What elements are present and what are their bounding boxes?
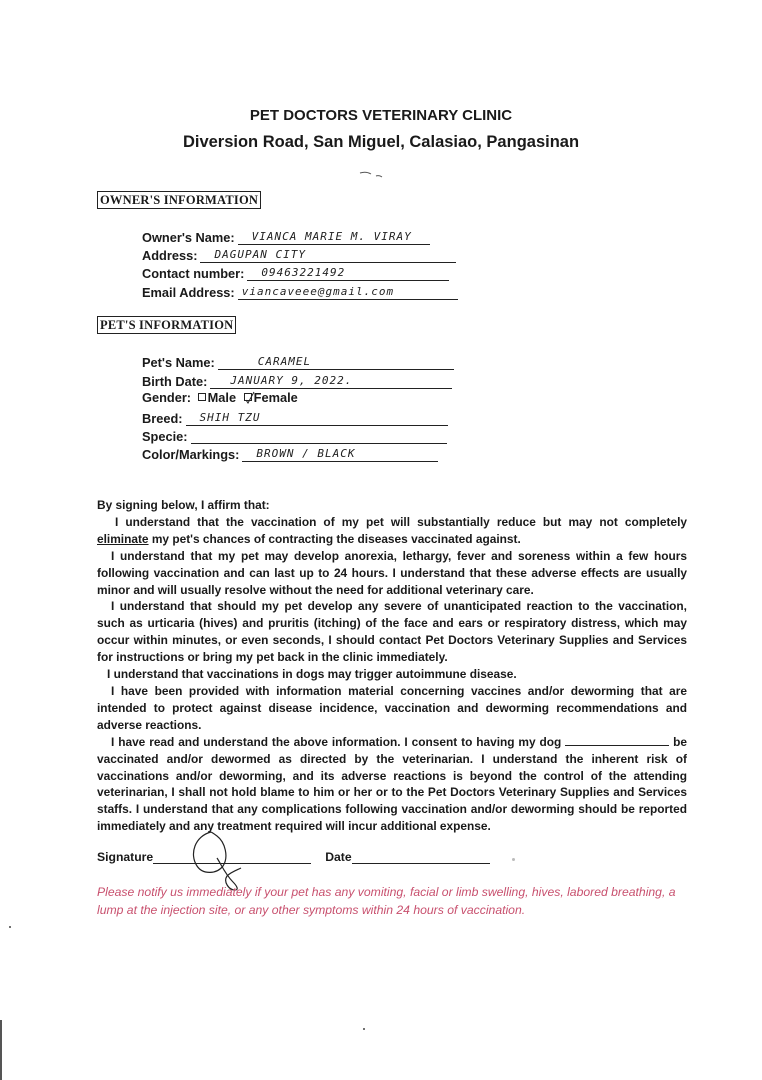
date-line[interactable] <box>352 851 490 864</box>
owner-address-label: Address: <box>142 248 198 263</box>
consent-p6-text: I have read and understand the above information. I consent to having my dog <box>111 734 562 749</box>
notice-text: Please notify us immediately if your pet has any vomiting, facial or limb swelling, hives, labored breathing, a lump at the injection site, or any other symptoms within 24 hours of vaccination. <box>97 885 676 917</box>
clinic-name: PET DOCTORS VETERINARY CLINIC <box>249 107 513 124</box>
pet-gender-label: Gender: <box>142 390 192 405</box>
scan-speck <box>363 1028 365 1030</box>
consent-paragraph-6 <box>97 734 687 835</box>
clinic-address: Diversion Road, San Miguel, Calasiao, Pangasinan <box>182 133 580 151</box>
owner-address-value: DAGUPAN CITY <box>214 248 306 261</box>
dog-name-blank[interactable] <box>565 735 669 746</box>
pet-breed-label: Breed: <box>142 411 183 426</box>
consent-paragraph-1 <box>97 514 687 548</box>
gender-male-checkbox[interactable] <box>198 393 206 401</box>
pet-birth-label: Birth Date: <box>142 374 208 389</box>
pet-color-field[interactable] <box>142 444 438 462</box>
consent-p1-underlined: eliminate <box>97 531 149 546</box>
consent-paragraph-5: I have been provided with information material concerning vaccines and/or deworming that are intended to protect against disease incidence, vaccination and deworming recommendations and adverse reactions. <box>97 683 687 732</box>
owner-contact-label: Contact number: <box>142 266 245 281</box>
signature-row <box>97 850 490 864</box>
consent-p6-text-end: be vaccinated and/or dewormed as directed by the veterinarian. I understand the inherent risk of vaccinations and/or deworming, and its adverse reactions is beyond the control of the attending veterinarian, I shall not hold blame to him or her or to the Pet Doctors Veterinary Supplies and Services staffs. I understand that any complications following vaccination and/or deworming should be reported immediately and any treatment required will incur additional expense. <box>97 734 687 834</box>
checkmark-icon <box>245 391 255 405</box>
consent-paragraph-3: I understand that should my pet develop any severe of unanticipated reaction to the vaccination, such as urticaria (hives) and pruritis (itching) of the face and ears or respiratory distress, which may occur within minutes, or even seconds, I should contact Pet Doctors Veterinary Supplies and Services for instructions or bring my pet back in the clinic immediately. <box>97 599 687 665</box>
gender-female-label: Female <box>253 390 298 405</box>
pet-name-field[interactable] <box>142 352 454 370</box>
pet-breed-value: SHIH TZU <box>199 411 261 424</box>
pet-color-value: BROWN / BLACK <box>256 447 356 460</box>
scan-speck <box>9 926 11 928</box>
consent-p1-text-end: my pet's chances of contracting the diseases vaccinated against. <box>148 531 521 546</box>
pen-squiggle-icon <box>358 168 388 180</box>
owner-name-label: Owner's Name: <box>142 230 235 245</box>
signature-label: Signature <box>97 850 154 864</box>
pet-color-label: Color/Markings: <box>142 447 240 462</box>
owner-email-field[interactable] <box>142 282 458 300</box>
consent-paragraph-4: I understand that vaccinations in dogs may trigger autoimmune disease. <box>107 667 517 682</box>
scan-speck <box>512 858 515 861</box>
consent-p1-text: I understand that the vaccination of my pet will substantially reduce but may not completely <box>115 514 687 529</box>
owner-email-value: viancaveee@gmail.com <box>241 285 395 298</box>
pet-breed-field[interactable] <box>142 408 448 426</box>
date-label: Date <box>325 850 352 864</box>
gender-male-label: Male <box>207 390 237 405</box>
consent-intro: By signing below, I affirm that: <box>97 498 270 512</box>
consent-paragraph-2: I understand that my pet may develop anorexia, lethargy, fever and soreness within a few hours following vaccination and can last up to 24 hours. I understand that these adverse effects are usually minor and will usually resolve without the need for additional veterinary care. <box>97 548 687 597</box>
pet-birth-field[interactable] <box>142 371 452 389</box>
scan-speck <box>0 1020 2 1080</box>
owner-name-field[interactable] <box>142 227 430 245</box>
owner-address-field[interactable] <box>142 245 456 263</box>
owner-name-value: VIANCA MARIE M. VIRAY <box>251 230 412 243</box>
owner-section-title: OWNER'S INFORMATION <box>97 191 261 209</box>
pet-section-title: PET'S INFORMATION <box>97 316 236 334</box>
pet-birth-value: JANUARY 9, 2022. <box>230 374 353 387</box>
pet-name-label: Pet's Name: <box>142 355 215 370</box>
consent-statement <box>97 497 687 835</box>
owner-email-label: Email Address: <box>142 285 235 300</box>
owner-contact-value: 09463221492 <box>261 266 346 279</box>
pet-specie-field[interactable] <box>142 426 447 444</box>
pet-specie-label: Specie: <box>142 429 188 444</box>
pet-gender-field <box>142 390 298 405</box>
owner-contact-field[interactable] <box>142 263 449 281</box>
pet-name-value: CARAMEL <box>257 355 312 368</box>
